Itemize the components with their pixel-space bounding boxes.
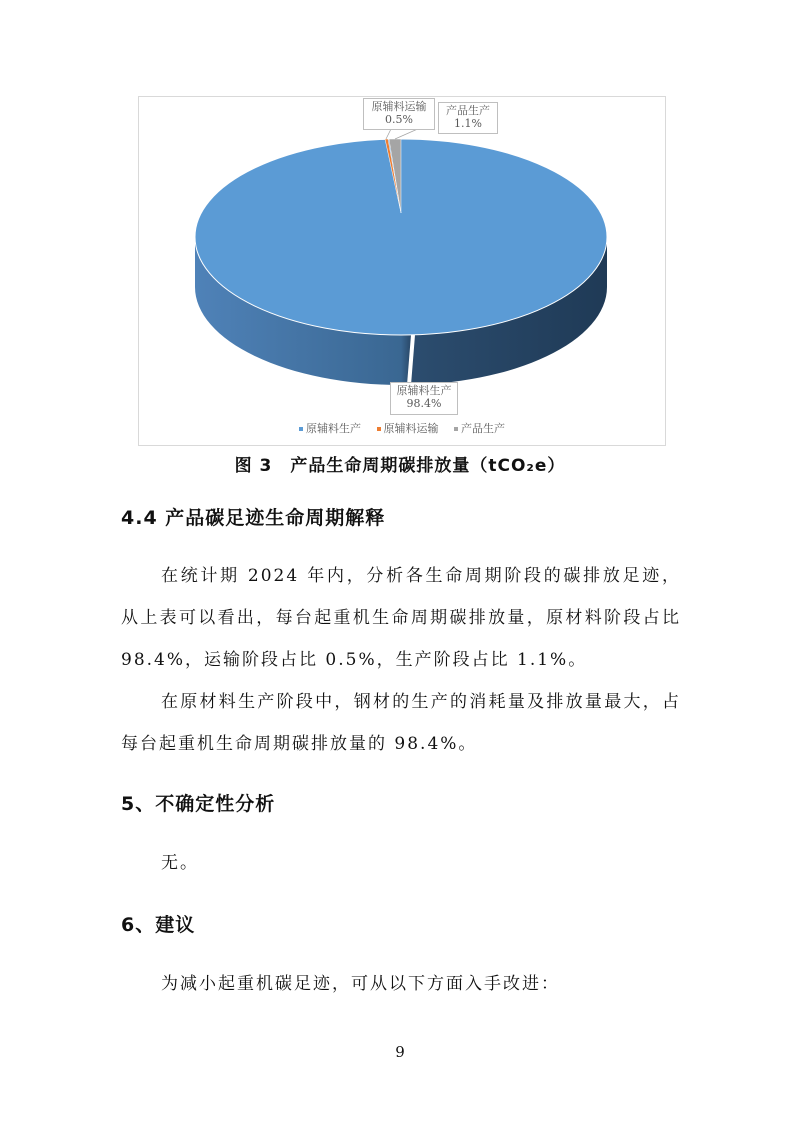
legend-swatch-icon — [454, 427, 458, 431]
data-label-name: 原辅料运输 — [371, 100, 427, 113]
data-label-value: 98.4% — [406, 397, 442, 410]
data-label-value: 0.5% — [385, 113, 413, 126]
section-heading-4-4: 4.4 产品碳足迹生命周期解释 — [121, 507, 386, 529]
legend-swatch-icon — [377, 427, 381, 431]
legend-swatch-icon — [299, 427, 303, 431]
data-label-name: 产品生产 — [446, 104, 490, 117]
data-label-value: 1.1% — [454, 117, 482, 130]
legend-item-raw-production — [299, 420, 361, 436]
pie-chart — [138, 96, 666, 446]
figure-caption: 图 3 产品生命周期碳排放量（tCO₂e） — [234, 456, 566, 476]
leader-line-transport — [386, 129, 391, 139]
paragraph-raw-material: 在原材料生产阶段中，钢材的生产的消耗量及排放量最大，占每台起重机生命周期碳排放量的 98.4%。 — [121, 692, 681, 754]
data-label-transport — [363, 98, 435, 130]
section-heading-5: 5、不确定性分析 — [121, 793, 276, 815]
legend-label: 产品生产 — [461, 422, 505, 435]
legend-label: 原辅料生产 — [306, 422, 361, 435]
legend-label: 原辅料运输 — [383, 422, 439, 435]
section-heading-6: 6、建议 — [121, 914, 196, 936]
paragraph-lifecycle-analysis: 在统计期 2024 年内，分析各生命周期阶段的碳排放足迹，从上表可以看出，每台起重机生命周期碳排放量，原材料阶段占比98.4%，运输阶段占比 0.5%，生产阶段占比 1.1%。 — [121, 566, 681, 670]
data-label-raw-production — [390, 382, 458, 415]
legend-item-transport — [377, 420, 439, 436]
legend-item-product — [454, 420, 505, 436]
paragraph-uncertainty: 无。 — [161, 853, 199, 873]
data-label-product — [438, 102, 498, 134]
data-label-name: 原辅料生产 — [396, 384, 452, 397]
page-number: 9 — [395, 1043, 405, 1061]
paragraph-suggestions: 为减小起重机碳足迹，可从以下方面入手改进： — [161, 974, 560, 994]
chart-legend — [139, 420, 665, 436]
